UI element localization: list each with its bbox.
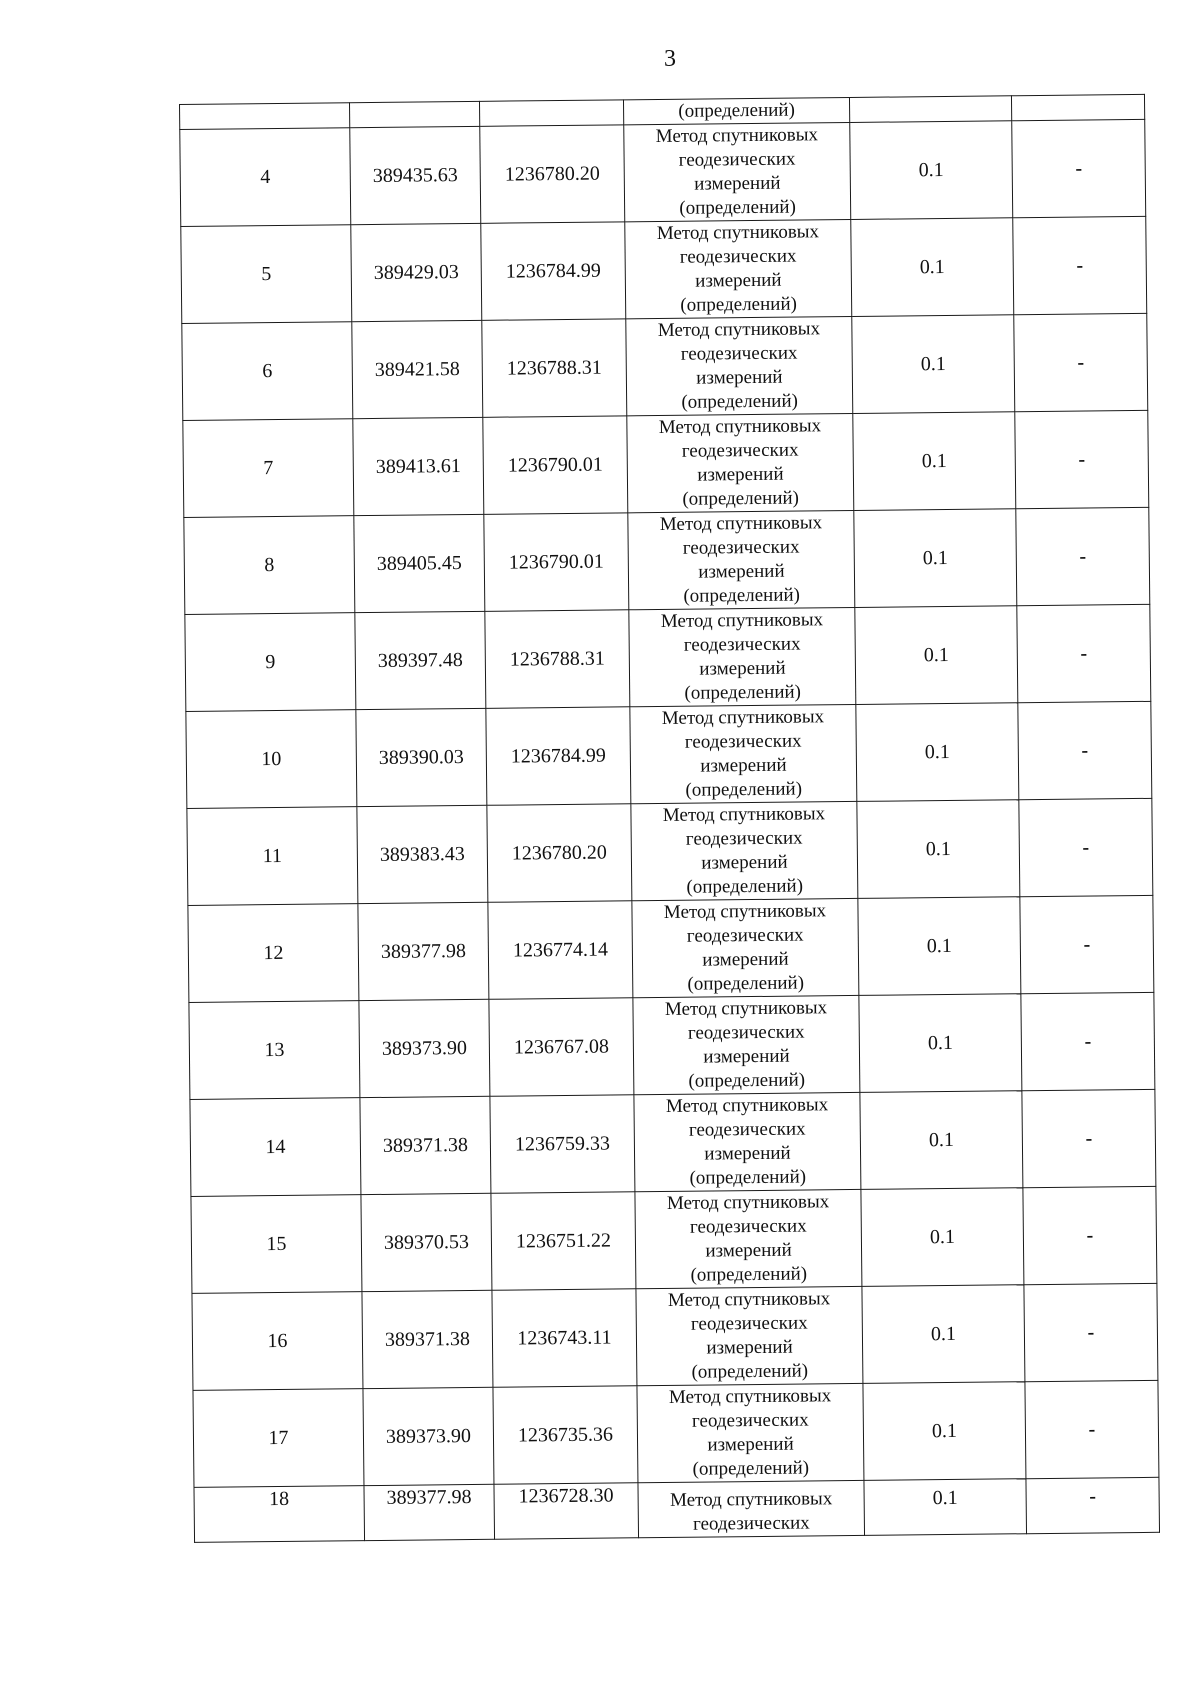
point-number-cell: 17 — [193, 1389, 364, 1488]
method-line: геодезических — [681, 439, 799, 462]
accuracy-cell: 0.1 — [853, 412, 1016, 511]
method-cell — [634, 1092, 861, 1191]
method-cell — [638, 1480, 865, 1537]
method-line: Метод спутниковых — [661, 706, 825, 729]
point-number-cell: 10 — [186, 710, 357, 809]
method-cell — [628, 510, 855, 609]
method-line: геодезических — [682, 536, 800, 559]
method-cell — [633, 995, 860, 1094]
y-coordinate-cell: 1236767.08 — [489, 998, 634, 1097]
accuracy-cell: 0.1 — [856, 703, 1019, 802]
table-row — [186, 701, 1152, 808]
y-coordinate-cell: 1236790.01 — [483, 416, 628, 515]
x-coordinate-cell: 389371.38 — [360, 1096, 491, 1194]
point-number-cell: 11 — [187, 807, 358, 906]
method-line: Метод спутниковых — [662, 803, 826, 826]
note-cell: - — [1020, 895, 1154, 993]
method-line: геодезических — [680, 342, 798, 365]
x-coordinate-cell: 389413.61 — [353, 417, 484, 515]
note-cell: - — [1019, 798, 1153, 896]
method-line: Метод спутниковых — [667, 1288, 831, 1311]
method-line: измерений — [698, 560, 785, 583]
method-line: геодезических — [684, 730, 802, 753]
x-coordinate-cell: 389429.03 — [351, 223, 482, 321]
method-cell — [635, 1189, 862, 1288]
method-cell — [630, 704, 857, 803]
y-coordinate-cell: 1236780.20 — [480, 125, 625, 224]
y-coordinate-cell: 1236788.31 — [485, 610, 630, 709]
note-cell: - — [1023, 1186, 1157, 1284]
y-coordinate-cell: 1236788.31 — [482, 319, 627, 418]
accuracy-cell: 0.1 — [852, 315, 1015, 414]
coordinates-table — [179, 94, 1160, 1543]
method-line: измерений — [702, 948, 789, 971]
method-line: (определений) — [688, 1069, 806, 1092]
note-cell: - — [1018, 701, 1152, 799]
method-line: геодезических — [690, 1312, 808, 1335]
method-line: Метод спутниковых — [663, 900, 827, 923]
method-line: Метод спутниковых — [655, 124, 819, 148]
empty-cell — [1011, 94, 1144, 120]
method-line: геодезических — [678, 148, 796, 171]
table-row — [183, 410, 1149, 517]
point-number-cell: 5 — [181, 225, 352, 324]
x-coordinate-cell: 389421.58 — [352, 320, 483, 418]
x-coordinate-cell: 389390.03 — [356, 708, 487, 806]
method-line: измерений — [707, 1433, 794, 1456]
method-line: геодезических — [692, 1512, 810, 1535]
accuracy-cell: 0.1 — [857, 800, 1020, 899]
table-row — [184, 507, 1150, 614]
y-coordinate-cell: 1236759.33 — [490, 1095, 635, 1194]
y-coordinate-cell: 1236784.99 — [486, 707, 631, 806]
table-row — [193, 1380, 1159, 1487]
table-row — [182, 313, 1148, 420]
method-line: Метод спутниковых — [665, 1094, 829, 1117]
method-cell — [629, 607, 856, 706]
note-cell: - — [1026, 1477, 1160, 1533]
method-line: (определений) — [690, 1263, 808, 1286]
accuracy-cell: 0.1 — [854, 509, 1017, 608]
x-coordinate-cell: 389405.45 — [354, 514, 485, 612]
accuracy-cell: 0.1 — [851, 218, 1014, 317]
x-coordinate-cell: 389435.63 — [350, 126, 481, 224]
method-line: (определений) — [683, 584, 801, 607]
table-row — [191, 1186, 1157, 1293]
method-line: геодезических — [691, 1409, 809, 1432]
method-line: измерений — [694, 172, 781, 195]
method-line: Метод спутниковых — [657, 318, 821, 341]
page-number: 3 — [664, 46, 676, 72]
method-cell — [632, 898, 859, 997]
method-cell — [624, 122, 851, 221]
method-line: Метод спутниковых — [668, 1385, 832, 1408]
point-number-cell: 6 — [182, 322, 353, 421]
method-line: (определений) — [685, 778, 803, 801]
method-line: Метод спутниковых — [666, 1191, 830, 1214]
method-line: Метод спутниковых — [660, 609, 824, 632]
x-coordinate-cell: 389371.38 — [362, 1290, 493, 1388]
method-line: измерений — [696, 366, 783, 389]
accuracy-cell: 0.1 — [863, 1382, 1026, 1481]
method-line: измерений — [695, 269, 782, 292]
method-line: (определений) — [681, 390, 799, 413]
method-line: измерений — [697, 463, 784, 486]
method-line: (определений) — [682, 487, 800, 510]
accuracy-cell: 0.1 — [859, 994, 1022, 1093]
method-line: Метод спутниковых — [656, 221, 820, 245]
note-cell: - — [1012, 119, 1146, 217]
empty-cell — [349, 101, 479, 127]
empty-cell — [849, 96, 1011, 123]
point-number-cell: 16 — [192, 1292, 363, 1391]
y-coordinate-cell: 1236774.14 — [488, 901, 633, 1000]
method-line: (определений) — [689, 1166, 807, 1189]
method-line: геодезических — [685, 827, 803, 850]
method-line: измерений — [700, 754, 787, 777]
y-coordinate-cell: 1236780.20 — [487, 804, 632, 903]
y-coordinate-cell: 1236790.01 — [484, 513, 629, 612]
method-line: геодезических — [679, 245, 797, 268]
accuracy-cell: 0.1 — [850, 121, 1013, 220]
point-number-cell: 15 — [191, 1195, 362, 1294]
method-line: (определений) — [684, 681, 802, 704]
point-number-cell: 4 — [180, 128, 351, 227]
table-row — [187, 798, 1153, 905]
note-cell: - — [1022, 1089, 1156, 1187]
method-line: измерений — [703, 1045, 790, 1068]
coordinates-sheet — [179, 94, 1159, 1543]
table-row — [194, 1477, 1160, 1542]
point-number-cell: 18 — [194, 1486, 365, 1543]
note-cell: - — [1015, 410, 1149, 508]
method-line: геодезических — [689, 1215, 807, 1238]
x-coordinate-cell: 389397.48 — [355, 611, 486, 709]
accuracy-cell: 0.1 — [862, 1285, 1025, 1384]
method-line: (определений) — [686, 875, 804, 898]
method-line: (определений) — [687, 972, 805, 995]
method-line: геодезических — [687, 1021, 805, 1044]
accuracy-cell: 0.1 — [864, 1479, 1027, 1536]
method-cell — [631, 801, 858, 900]
method-line: Метод спутниковых — [664, 997, 828, 1020]
method-line: (определений) — [680, 293, 798, 316]
note-cell: - — [1013, 216, 1147, 314]
note-cell: - — [1025, 1380, 1159, 1478]
method-cell — [636, 1286, 863, 1385]
x-coordinate-cell: 389373.90 — [359, 999, 490, 1097]
point-number-cell: 7 — [183, 419, 354, 518]
method-cell — [637, 1383, 864, 1482]
note-cell: - — [1017, 604, 1151, 702]
method-line: измерений — [706, 1336, 793, 1359]
method-line: (определений) — [692, 1457, 810, 1480]
point-number-cell: 9 — [185, 613, 356, 712]
method-line: Метод спутниковых — [658, 415, 822, 438]
y-coordinate-cell: 1236743.11 — [492, 1289, 637, 1388]
accuracy-cell: 0.1 — [861, 1188, 1024, 1287]
method-line: измерений — [701, 851, 788, 874]
y-coordinate-cell: 1236751.22 — [491, 1192, 636, 1291]
table-row — [189, 992, 1155, 1099]
table-row — [190, 1089, 1156, 1196]
empty-cell — [479, 100, 623, 127]
point-number-cell: 13 — [189, 1001, 360, 1100]
note-cell: - — [1021, 992, 1155, 1090]
method-line: (определений) — [679, 196, 796, 219]
method-line: измерений — [704, 1142, 791, 1165]
method-line: геодезических — [686, 924, 804, 947]
y-coordinate-cell: 1236784.99 — [481, 222, 626, 321]
x-coordinate-cell: 389373.90 — [363, 1387, 494, 1485]
note-cell: - — [1014, 313, 1148, 411]
table-row — [192, 1283, 1158, 1390]
y-coordinate-cell: 1236735.36 — [493, 1386, 638, 1485]
y-coordinate-cell: 1236728.30 — [494, 1483, 639, 1540]
method-line: измерений — [699, 657, 786, 680]
point-number-cell: 14 — [190, 1098, 361, 1197]
method-line: Метод спутниковых — [659, 512, 823, 535]
method-cell — [625, 219, 852, 318]
empty-cell — [180, 103, 350, 130]
table-row — [188, 895, 1154, 1002]
accuracy-cell: 0.1 — [858, 897, 1021, 996]
x-coordinate-cell: 389383.43 — [357, 805, 488, 903]
method-cell — [626, 316, 853, 415]
x-coordinate-cell: 389377.98 — [358, 902, 489, 1000]
x-coordinate-cell: 389377.98 — [364, 1484, 495, 1540]
accuracy-cell: 0.1 — [855, 606, 1018, 705]
point-number-cell: 8 — [184, 516, 355, 615]
table-row — [185, 604, 1151, 711]
method-line: геодезических — [688, 1118, 806, 1141]
method-line: Метод спутниковых — [669, 1488, 833, 1511]
method-line: (определений) — [691, 1360, 809, 1383]
table-row — [180, 119, 1146, 226]
point-number-cell: 12 — [188, 904, 359, 1003]
accuracy-cell: 0.1 — [860, 1091, 1023, 1190]
note-cell: - — [1024, 1283, 1158, 1381]
method-line: геодезических — [683, 633, 801, 656]
continued-method-cell: (определений) — [623, 97, 849, 124]
method-cell — [627, 413, 854, 512]
note-cell: - — [1016, 507, 1150, 605]
table-row — [181, 216, 1147, 323]
method-line: измерений — [705, 1239, 792, 1262]
x-coordinate-cell: 389370.53 — [361, 1193, 492, 1291]
